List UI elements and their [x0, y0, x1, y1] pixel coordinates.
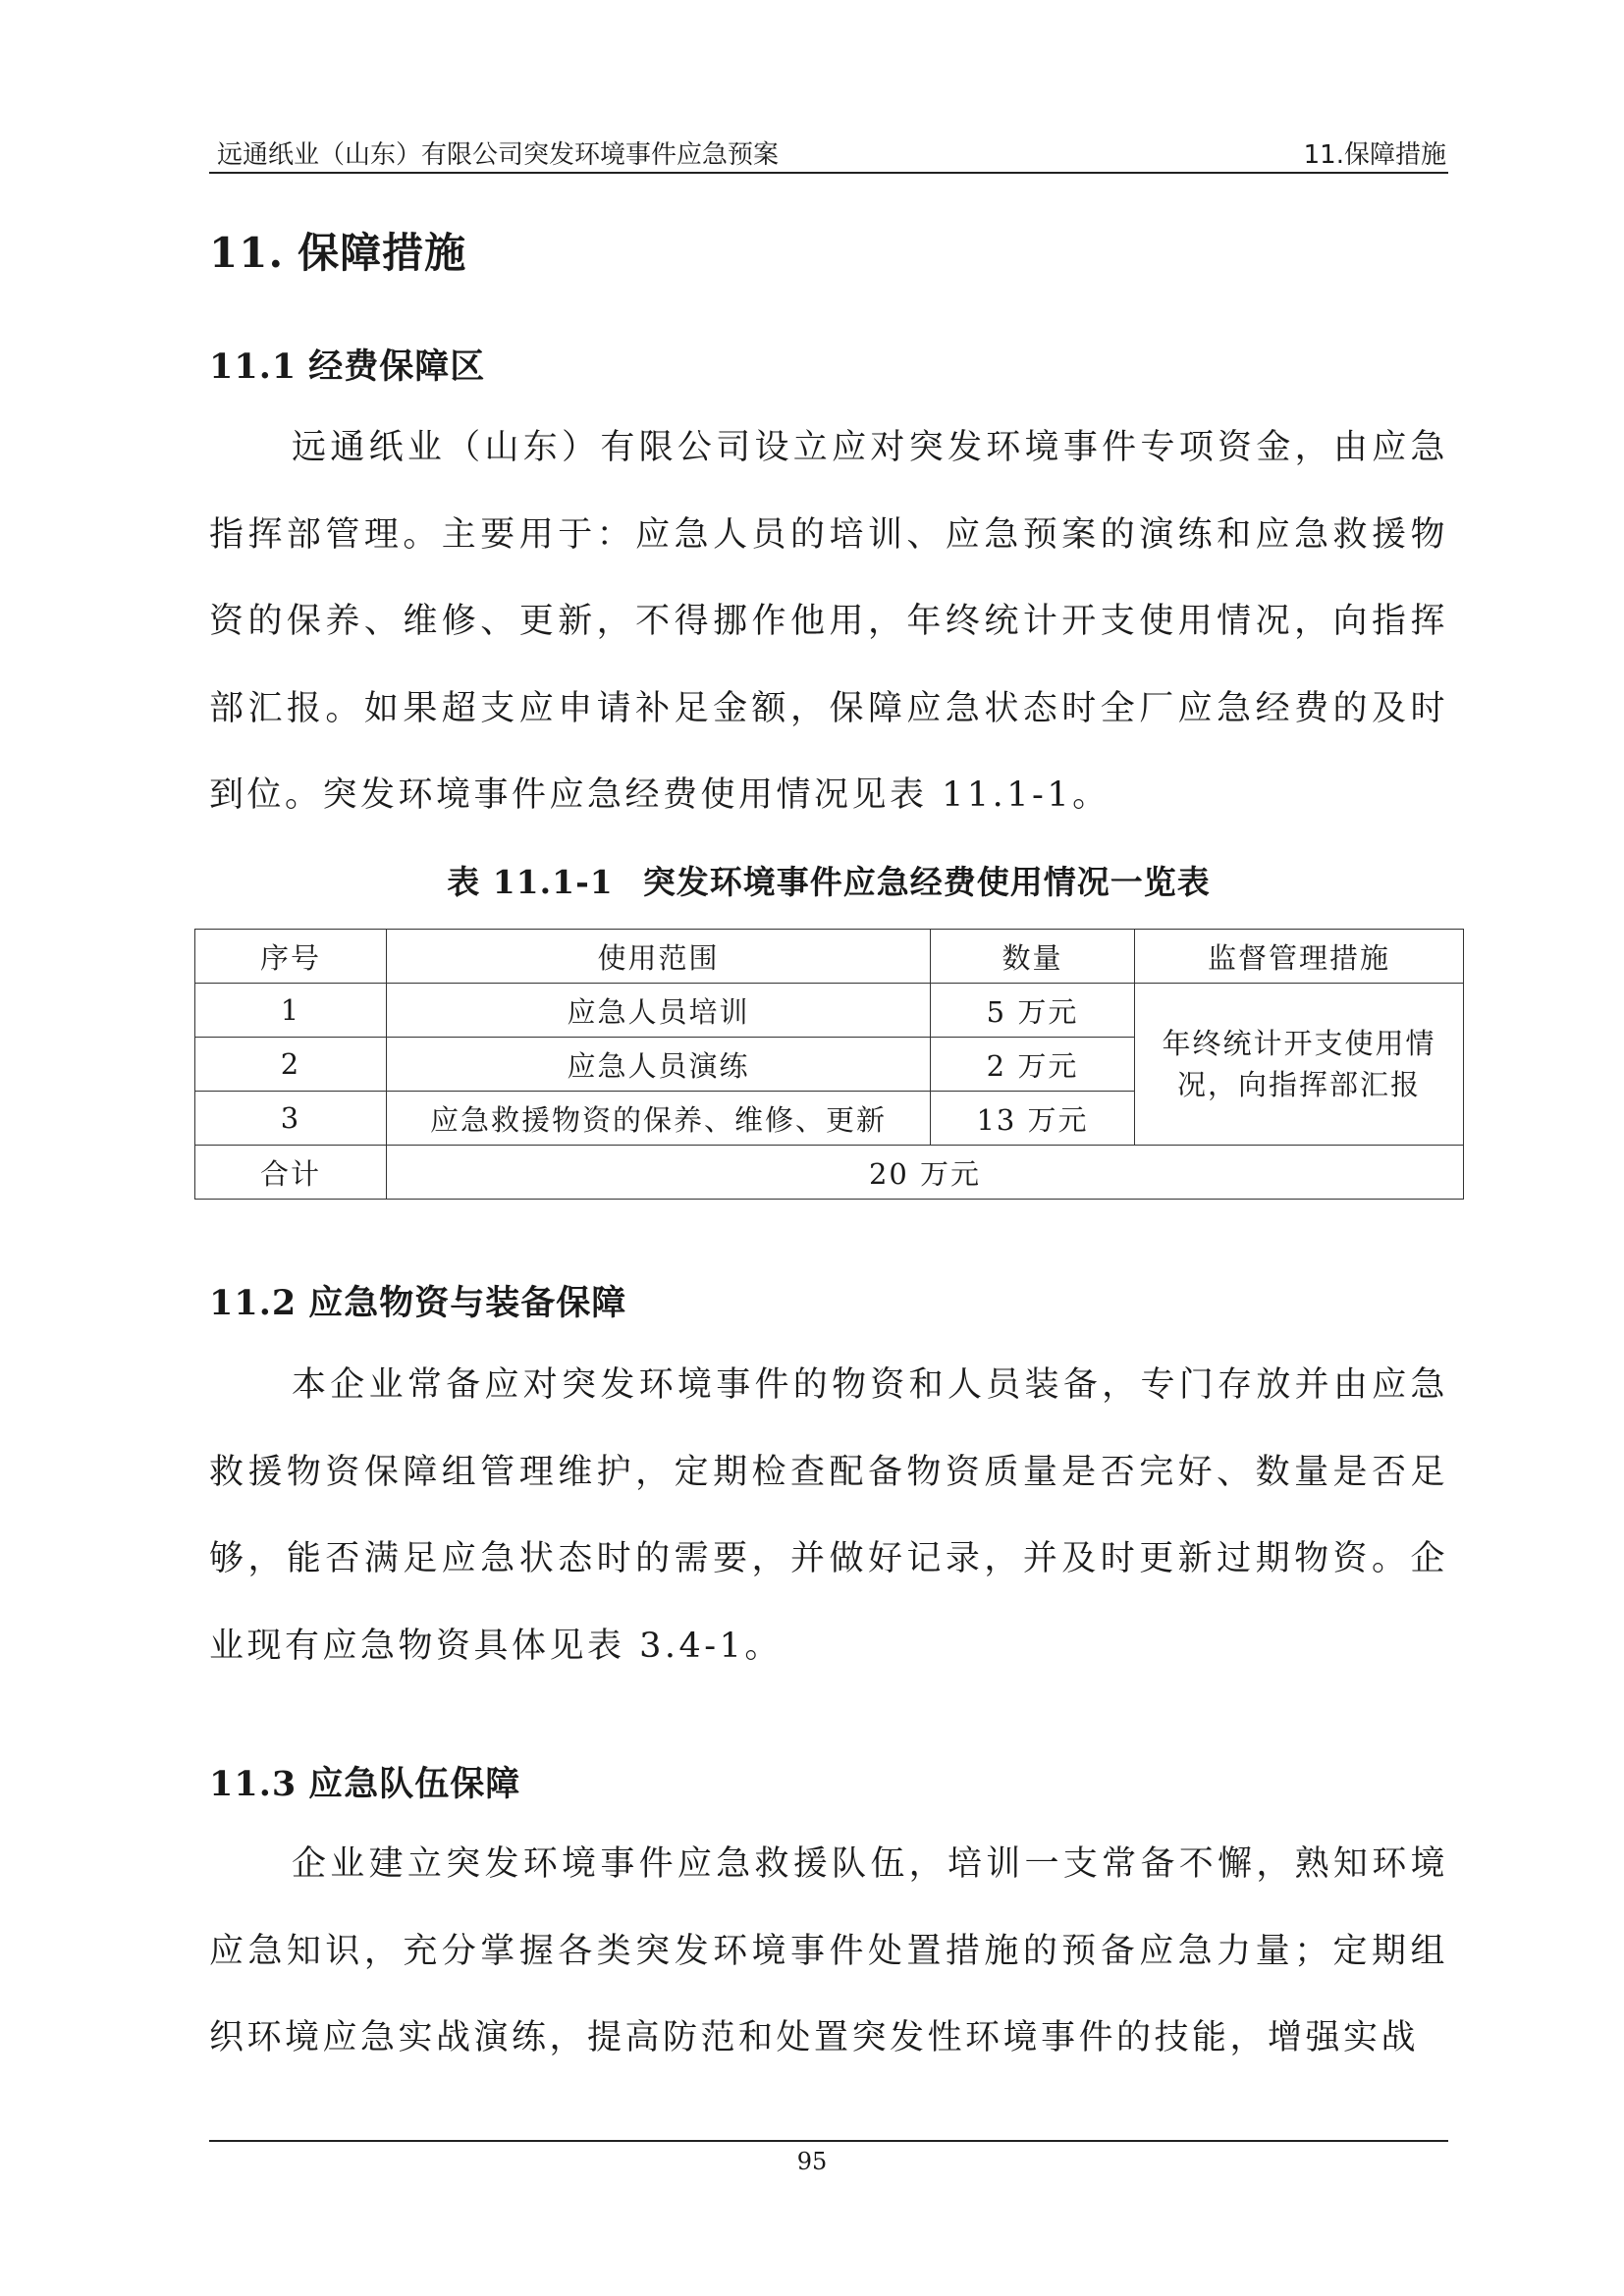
subsection-number: 11.2: [209, 1283, 298, 1323]
section-title: 保障措施: [298, 229, 467, 277]
row-amount: 13 万元: [931, 1092, 1135, 1146]
column-header-no: 序号: [195, 930, 387, 984]
row-no: 2: [195, 1038, 387, 1092]
running-header: [209, 133, 1448, 174]
section-heading: [209, 221, 466, 280]
table-row: [195, 984, 1464, 1038]
paragraph-materials: 本企业常备应对突发环境事件的物资和人员装备，专门存放并由应急救援物资保障组管理维护，定期检查配备物资质量是否完好、数量是否足够，能否满足应急状态时的需要，并做好记录，并及时更新过期物资。企业现有应急物资具体见表 3.4-1。: [209, 1365, 1448, 1666]
section-number: 11.: [209, 229, 285, 277]
column-header-amount: 数量: [931, 930, 1135, 984]
table-header-row: [195, 930, 1464, 984]
header-chapter-title: 11.保障措施: [1303, 140, 1446, 170]
row-amount: 2 万元: [931, 1038, 1135, 1092]
subsection-number: 11.3: [209, 1764, 298, 1804]
subsection-heading-11-3: [209, 1757, 520, 1806]
row-scope: 应急人员培训: [387, 984, 931, 1038]
row-scope: 应急救援物资的保养、维修、更新: [387, 1092, 931, 1146]
row-scope: 应急人员演练: [387, 1038, 931, 1092]
row-amount: 5 万元: [931, 984, 1135, 1038]
page-number: 95: [796, 2148, 828, 2175]
column-header-scope: 使用范围: [387, 930, 931, 984]
total-value: 20 万元: [387, 1146, 1464, 1200]
subsection-heading-11-1: [209, 340, 485, 389]
table-caption-number: 表 11.1-1: [447, 863, 614, 901]
paragraph-team: 企业建立突发环境事件应急救援队伍，培训一支常备不懈，熟知环境应急知识，充分掌握各类突发环境事件处置措施的预备应急力量；定期组织环境应急实战演练，提高防范和处置突发性环境事件的技能，增强实战: [209, 1844, 1448, 2057]
row-no: 1: [195, 984, 387, 1038]
footer-rule: [209, 2140, 1448, 2142]
total-label: 合计: [195, 1146, 387, 1200]
table-caption-title: 突发环境事件应急经费使用情况一览表: [642, 863, 1211, 901]
subsection-number: 11.1: [209, 347, 298, 387]
supervision-measures-cell: 年终统计开支使用情况，向指挥部汇报: [1135, 984, 1464, 1146]
subsection-title: 应急物资与装备保障: [308, 1284, 627, 1323]
subsection-title: 应急队伍保障: [308, 1765, 521, 1804]
paragraph-funding: 远通纸业（山东）有限公司设立应对突发环境事件专项资金，由应急指挥部管理。主要用于：应急人员的培训、应急预案的演练和应急救援物资的保养、维修、更新，不得挪作他用，年终统计开支使用情况，向指挥部汇报。如果超支应申请补足金额，保障应急状态时全厂应急经费的及时到位。突发环境事件应急经费使用情况见表 11.1-1。: [209, 428, 1448, 815]
row-no: 3: [195, 1092, 387, 1146]
subsection-heading-11-2: [209, 1276, 626, 1325]
table-total-row: [195, 1146, 1464, 1200]
subsection-title: 经费保障区: [308, 347, 486, 387]
column-header-supervision: 监督管理措施: [1135, 930, 1464, 984]
table-caption: [209, 857, 1448, 903]
header-document-title: 远通纸业（山东）有限公司突发环境事件应急预案: [217, 140, 780, 170]
funding-table: [194, 929, 1464, 1200]
